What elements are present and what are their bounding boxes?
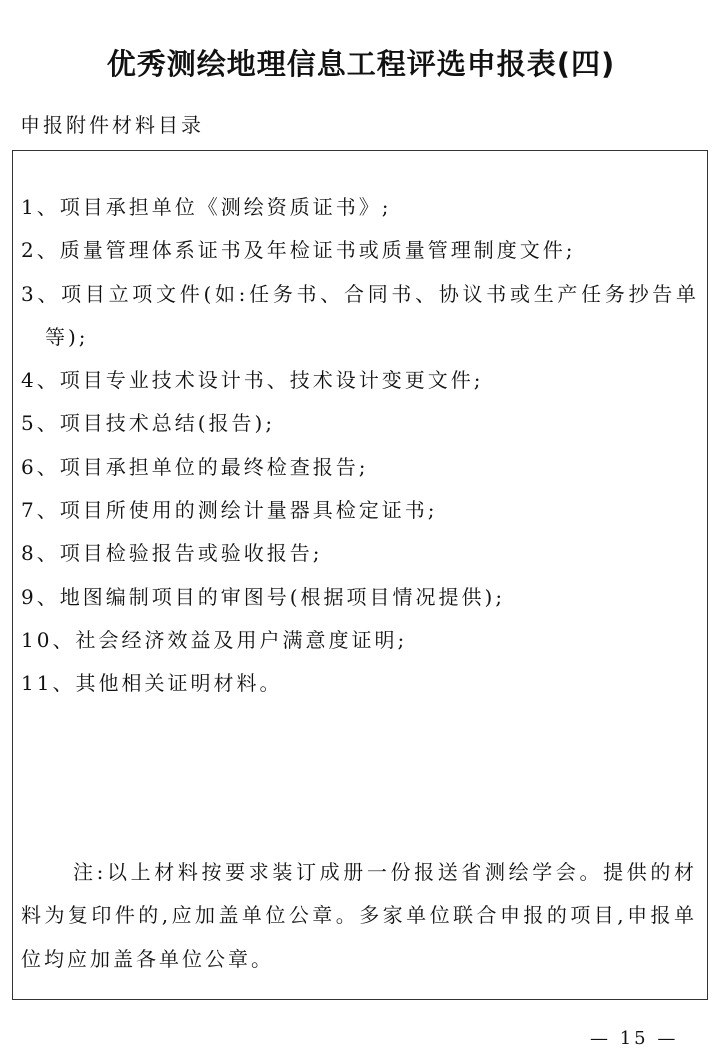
list-item: 9、地图编制项目的审图号(根据项目情况提供); <box>21 584 506 609</box>
attachment-materials-box <box>12 150 708 1000</box>
list-item: 3、项目立项文件(如:任务书、合同书、协议书或生产任务抄告单等); <box>21 281 699 349</box>
submission-note: 注:以上材料按要求装订成册一份报送省测绘学会。提供的材料为复印件的,应加盖单位公章。多家单位联合申报的项目,申报单位均应加盖各单位公章。 <box>21 860 697 971</box>
list-item: 8、项目检验报告或验收报告; <box>21 541 323 566</box>
list-item: 10、社会经济效益及用户满意度证明; <box>21 627 408 652</box>
attachment-list <box>21 186 699 706</box>
page-title: 优秀测绘地理信息工程评选申报表(四) <box>106 47 616 81</box>
list-item: 4、项目专业技术设计书、技术设计变更文件; <box>21 368 484 393</box>
list-item: 7、项目所使用的测绘计量器具检定证书; <box>21 498 438 523</box>
page-number: — 15 — <box>590 1028 679 1049</box>
list-item: 2、质量管理体系证书及年检证书或质量管理制度文件; <box>21 238 576 263</box>
attachment-list-heading: 申报附件材料目录 <box>20 113 204 137</box>
list-item: 6、项目承担单位的最终检查报告; <box>21 454 369 479</box>
list-item: 1、项目承担单位《测绘资质证书》; <box>21 195 392 219</box>
list-item: 5、项目技术总结(报告); <box>21 411 276 436</box>
list-item: 11、其他相关证明材料。 <box>21 671 283 696</box>
